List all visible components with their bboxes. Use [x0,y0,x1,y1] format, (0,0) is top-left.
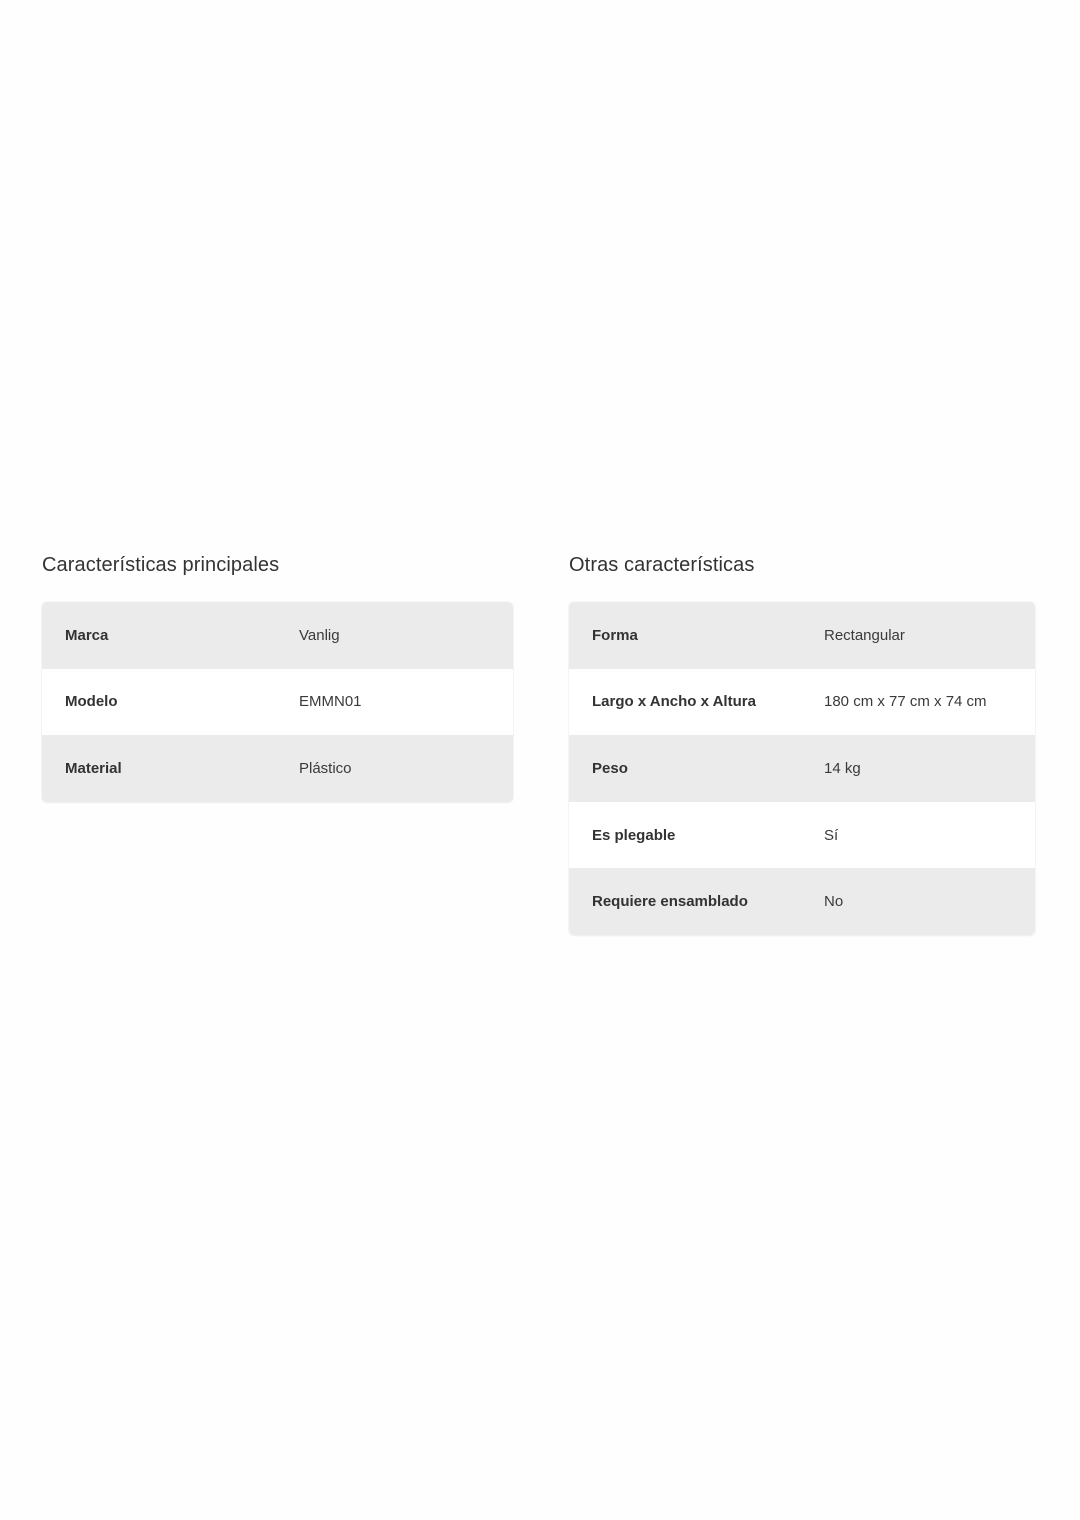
spec-label-foldable: Es plegable [592,826,676,844]
table-row [569,602,1035,669]
spec-label-assembly: Requiere ensamblado [592,893,748,911]
table-row [569,735,1035,802]
other-features-table [569,602,1035,935]
main-features-section [42,553,513,802]
other-features-title: Otras características [569,554,755,576]
table-row [569,868,1035,935]
main-features-title: Características principales [42,554,280,576]
table-row [42,602,513,669]
spec-value-brand: Vanlig [299,626,340,644]
spec-label-shape: Forma [592,626,638,644]
other-features-section [569,553,1035,935]
table-row [569,669,1035,736]
spec-label-brand: Marca [65,626,109,644]
spec-value-shape: Rectangular [824,626,905,644]
main-features-table [42,602,513,802]
spec-value-foldable: Sí [824,826,839,844]
spec-label-material: Material [65,759,122,777]
table-row [42,735,513,802]
spec-value-weight: 14 kg [824,759,861,777]
spec-value-dimensions: 180 cm x 77 cm x 74 cm [824,693,987,711]
spec-value-model: EMMN01 [299,693,362,711]
spec-label-model: Modelo [65,693,118,711]
spec-label-dimensions: Largo x Ancho x Altura [592,693,756,711]
spec-value-material: Plástico [299,759,352,777]
spec-label-weight: Peso [592,759,628,777]
spec-value-assembly: No [824,893,844,911]
table-row [42,669,513,736]
table-row [569,802,1035,869]
